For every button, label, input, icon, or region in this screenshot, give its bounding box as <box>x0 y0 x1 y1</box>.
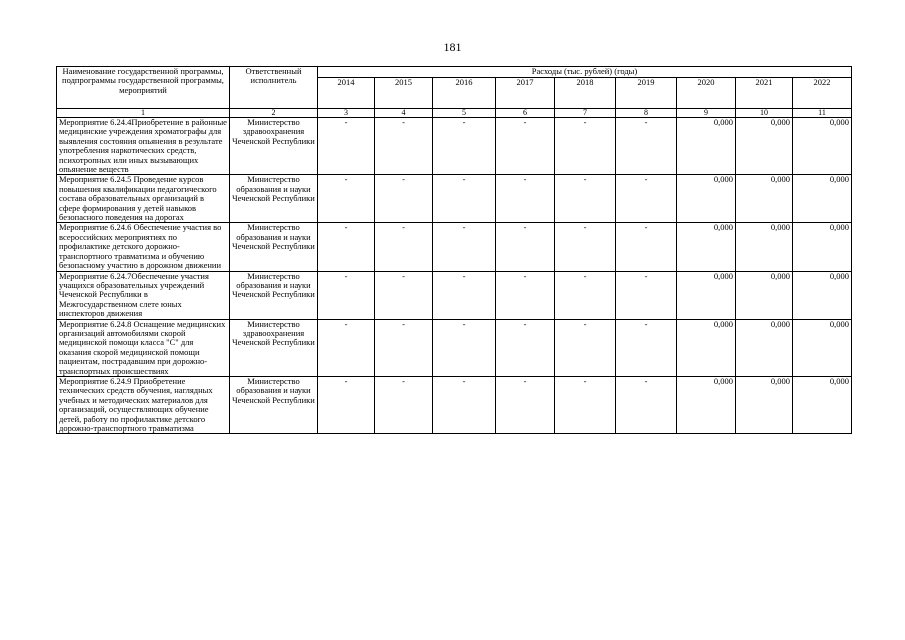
value-cell: - <box>318 118 375 175</box>
header-year: 2018 <box>555 78 616 109</box>
value-cell: - <box>555 376 616 433</box>
activity-name: Мероприятие 6.24.5 Проведение курсов повышения квалификации педагогического состава образовательных организаций в сфере формирования у детей навыков безопасного поведения на дорогах <box>57 175 230 223</box>
activity-name: Мероприятие 6.24.6 Обеспечение участия во всероссийских мероприятиях по профилактике детского дорожно-транспортного травматизма и обучению безопасному участию в дорожном движении <box>57 223 230 271</box>
executor: Министерство образования и науки Чеченской Республики <box>230 376 318 433</box>
header-year: 2016 <box>433 78 496 109</box>
column-number: 6 <box>496 109 555 118</box>
header-year: 2015 <box>375 78 433 109</box>
column-number: 8 <box>616 109 677 118</box>
value-cell: 0,000 <box>736 175 793 223</box>
executor: Министерство здравоохранения Чеченской Республики <box>230 118 318 175</box>
column-number: 4 <box>375 109 433 118</box>
activity-name: Мероприятие 6.24.7Обеспечение участия учащихся образовательных учреждений Чеченской Республики в Межгосударственном слете юных инспекторов движения <box>57 271 230 319</box>
value-cell: 0,000 <box>677 376 736 433</box>
header-year: 2021 <box>736 78 793 109</box>
value-cell: - <box>433 118 496 175</box>
value-cell: - <box>496 175 555 223</box>
value-cell: - <box>318 271 375 319</box>
value-cell: - <box>496 319 555 376</box>
value-cell: - <box>496 118 555 175</box>
executor: Министерство образования и науки Чеченской Республики <box>230 223 318 271</box>
value-cell: - <box>375 271 433 319</box>
value-cell: 0,000 <box>793 271 852 319</box>
value-cell: 0,000 <box>793 319 852 376</box>
column-number-row <box>57 109 852 118</box>
header-name: Наименование государственной программы, подпрограммы государственной программы, мероприятий <box>57 67 230 109</box>
value-cell: - <box>318 319 375 376</box>
value-cell: 0,000 <box>677 223 736 271</box>
column-number: 1 <box>57 109 230 118</box>
executor: Министерство образования и науки Чеченской Республики <box>230 271 318 319</box>
header-year: 2017 <box>496 78 555 109</box>
value-cell: - <box>375 175 433 223</box>
value-cell: - <box>555 271 616 319</box>
header-year: 2019 <box>616 78 677 109</box>
table-row <box>57 118 852 175</box>
value-cell: - <box>318 175 375 223</box>
value-cell: 0,000 <box>736 376 793 433</box>
value-cell: 0,000 <box>677 175 736 223</box>
value-cell: 0,000 <box>736 319 793 376</box>
value-cell: - <box>616 118 677 175</box>
header-year: 2014 <box>318 78 375 109</box>
value-cell: - <box>375 118 433 175</box>
value-cell: - <box>433 376 496 433</box>
table-row <box>57 271 852 319</box>
value-cell: - <box>318 376 375 433</box>
column-number: 2 <box>230 109 318 118</box>
header-row <box>57 67 852 78</box>
value-cell: - <box>555 319 616 376</box>
column-number: 5 <box>433 109 496 118</box>
value-cell: - <box>375 376 433 433</box>
table-row <box>57 175 852 223</box>
value-cell: - <box>433 175 496 223</box>
header-expenses: Расходы (тыс. рублей) (годы) <box>318 67 852 78</box>
activity-name: Мероприятие 6.24.9 Приобретение технических средств обучения, наглядных учебных и методических материалов для организаций, осуществляющих обучение детей, работу по профилактике детского дорожно-транспортного травматизма <box>57 376 230 433</box>
value-cell: 0,000 <box>677 319 736 376</box>
value-cell: 0,000 <box>736 118 793 175</box>
value-cell: - <box>375 319 433 376</box>
column-number: 3 <box>318 109 375 118</box>
value-cell: - <box>616 223 677 271</box>
executor: Министерство здравоохранения Чеченской Республики <box>230 319 318 376</box>
header-year: 2022 <box>793 78 852 109</box>
value-cell: - <box>496 223 555 271</box>
value-cell: - <box>616 376 677 433</box>
table-row <box>57 223 852 271</box>
value-cell: - <box>433 319 496 376</box>
value-cell: - <box>433 223 496 271</box>
value-cell: - <box>555 175 616 223</box>
page-number: 181 <box>443 40 462 54</box>
value-cell: - <box>616 271 677 319</box>
value-cell: - <box>375 223 433 271</box>
value-cell: - <box>318 223 375 271</box>
column-number: 10 <box>736 109 793 118</box>
activity-name: Мероприятие 6.24.4Приобретение в районные медицинские учреждения хроматографы для выявления состояния опьянения в результате употребления наркотических средств, психотропных или иных вызывающих опьянение веществ <box>57 118 230 175</box>
value-cell: - <box>555 118 616 175</box>
column-number: 11 <box>793 109 852 118</box>
value-cell: 0,000 <box>736 223 793 271</box>
value-cell: - <box>496 376 555 433</box>
value-cell: 0,000 <box>677 118 736 175</box>
value-cell: 0,000 <box>793 175 852 223</box>
value-cell: 0,000 <box>736 271 793 319</box>
table-row <box>57 319 852 376</box>
value-cell: 0,000 <box>793 118 852 175</box>
executor: Министерство образования и науки Чеченской Республики <box>230 175 318 223</box>
header-executor: Ответственный исполнитель <box>230 67 318 109</box>
value-cell: - <box>555 223 616 271</box>
value-cell: 0,000 <box>677 271 736 319</box>
value-cell: 0,000 <box>793 223 852 271</box>
budget-table <box>56 66 852 434</box>
header-year: 2020 <box>677 78 736 109</box>
value-cell: - <box>433 271 496 319</box>
activity-name: Мероприятие 6.24.8 Оснащение медицинских организаций автомобилями скорой медицинской помощи класса "С" для оказания скорой медицинской помощи пациентам, пострадавшим при дорожно-транспортных происшествиях <box>57 319 230 376</box>
column-number: 9 <box>677 109 736 118</box>
value-cell: - <box>496 271 555 319</box>
table-row <box>57 376 852 433</box>
value-cell: - <box>616 319 677 376</box>
value-cell: - <box>616 175 677 223</box>
value-cell: 0,000 <box>793 376 852 433</box>
column-number: 7 <box>555 109 616 118</box>
